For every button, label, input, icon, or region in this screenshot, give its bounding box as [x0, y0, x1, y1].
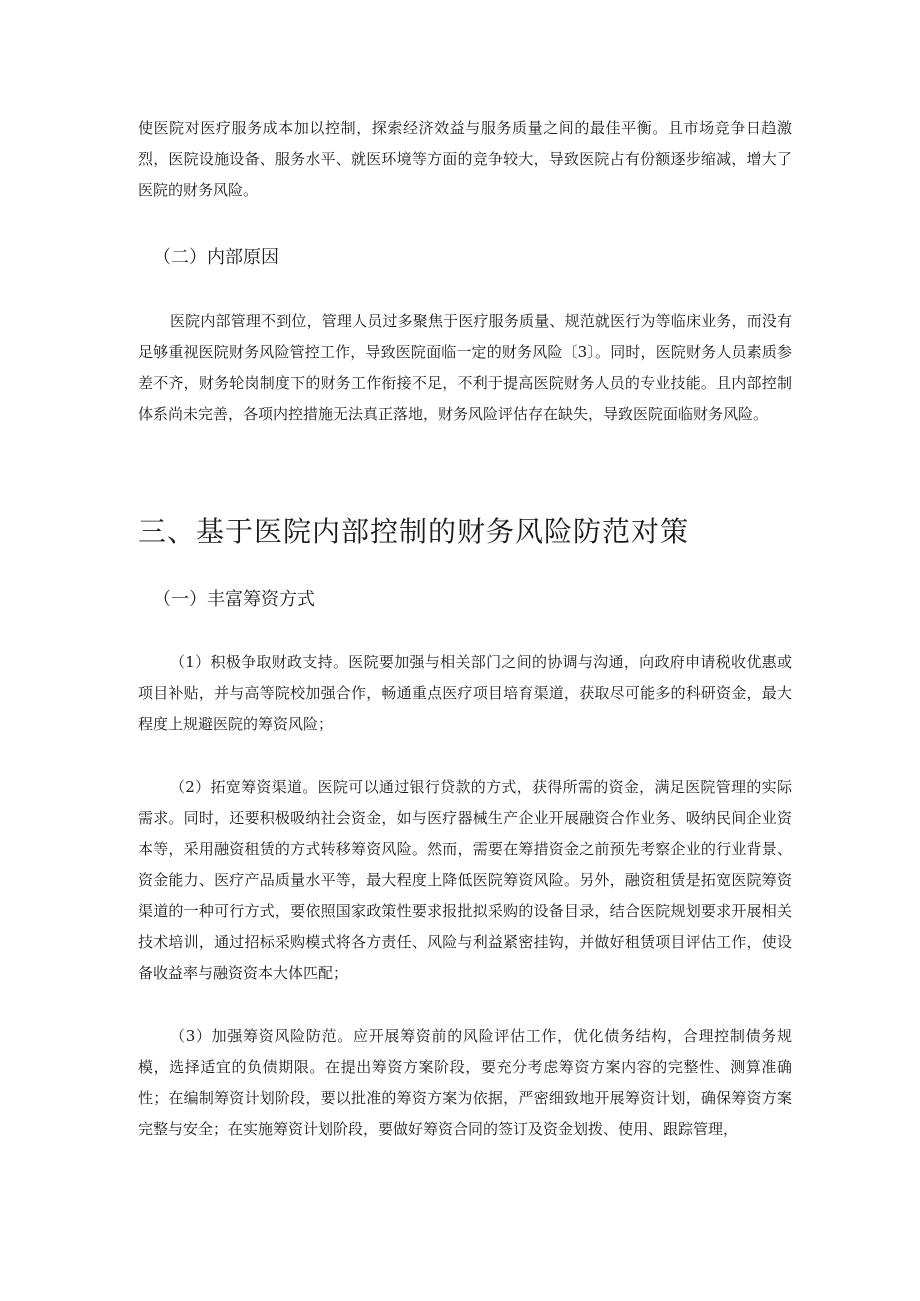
heading-internal-causes: （二）内部原因: [153, 247, 279, 268]
paragraph-internal-causes: 医院内部管理不到位，管理人员过多聚焦于医疗服务质量、规范就医行为等临床业务，而没有足够重视医院财务风险管控工作，导致医院面临一定的财务风险〔3〕。同时，医院财务人员素质参差不齐，财务轮岗制度下的财务工作衔接不足，不利于提高医院财务人员的专业技能。且内部控制体系尚未完善，各项内控措施无法真正落地，财务风险评估存在缺失，导致医院面临财务风险。: [138, 312, 792, 423]
paragraph-item-2-expand-channels: （2）拓宽筹资渠道。医院可以通过银行贷款的方式，获得所需的资金，满足医院管理的实际需求。同时，还要积极吸纳社会资金，如与医疗器械生产企业开展融资合作业务、吸纳民间企业资本等，采用融资租赁的方式转移筹资风险。然而，需要在筹措资金之前预先考察企业的行业背景、资金能力、医疗产品质量水平等，最大程度上降低医院筹资风险。另外，融资租赁是拓宽医院筹资渠道的一种可行方式，要依照国家政策性要求报批拟采购的设备目录，结合医院规划要求开展相关技术培训，通过招标采购模式将各方责任、风险与利益紧密挂钩，并做好租赁项目评估工作，使设备收益率与融资资本大体匹配；: [138, 778, 792, 982]
paragraph-item-3-risk-prevention: （3）加强筹资风险防范。应开展筹资前的风险评估工作，优化债务结构，合理控制债务规模，选择适宜的负债期限。在提出筹资方案阶段，要充分考虑筹资方案内容的完整性、测算准确性；在编制筹资计划阶段，要以批准的筹资方案为依据，严密细致地开展筹资计划，确保筹资方案完整与安全；在实施筹资计划阶段，要做好筹资合同的签订及资金划拨、使用、跟踪管理，: [138, 1027, 792, 1138]
paragraph-external-causes-continued: 使医院对医疗服务成本加以控制，探索经济效益与服务质量之间的最佳平衡。且市场竞争日趋激烈，医院设施设备、服务水平、就医环境等方面的竞争较大，导致医院占有份额逐步缩减，增大了医院的财务风险。: [138, 119, 792, 199]
heading-section-three: 三、基于医院内部控制的财务风险防范对策: [138, 515, 690, 548]
heading-funding-methods: （一）丰富筹资方式: [153, 589, 315, 610]
paragraph-item-1-fiscal-support: （1）积极争取财政支持。医院要加强与相关部门之间的协调与沟通，向政府申请税收优惠或项目补贴，并与高等院校加强合作，畅通重点医疗项目培育渠道，获取尽可能多的科研资金，最大程度上规避医院的筹资风险；: [138, 653, 792, 733]
